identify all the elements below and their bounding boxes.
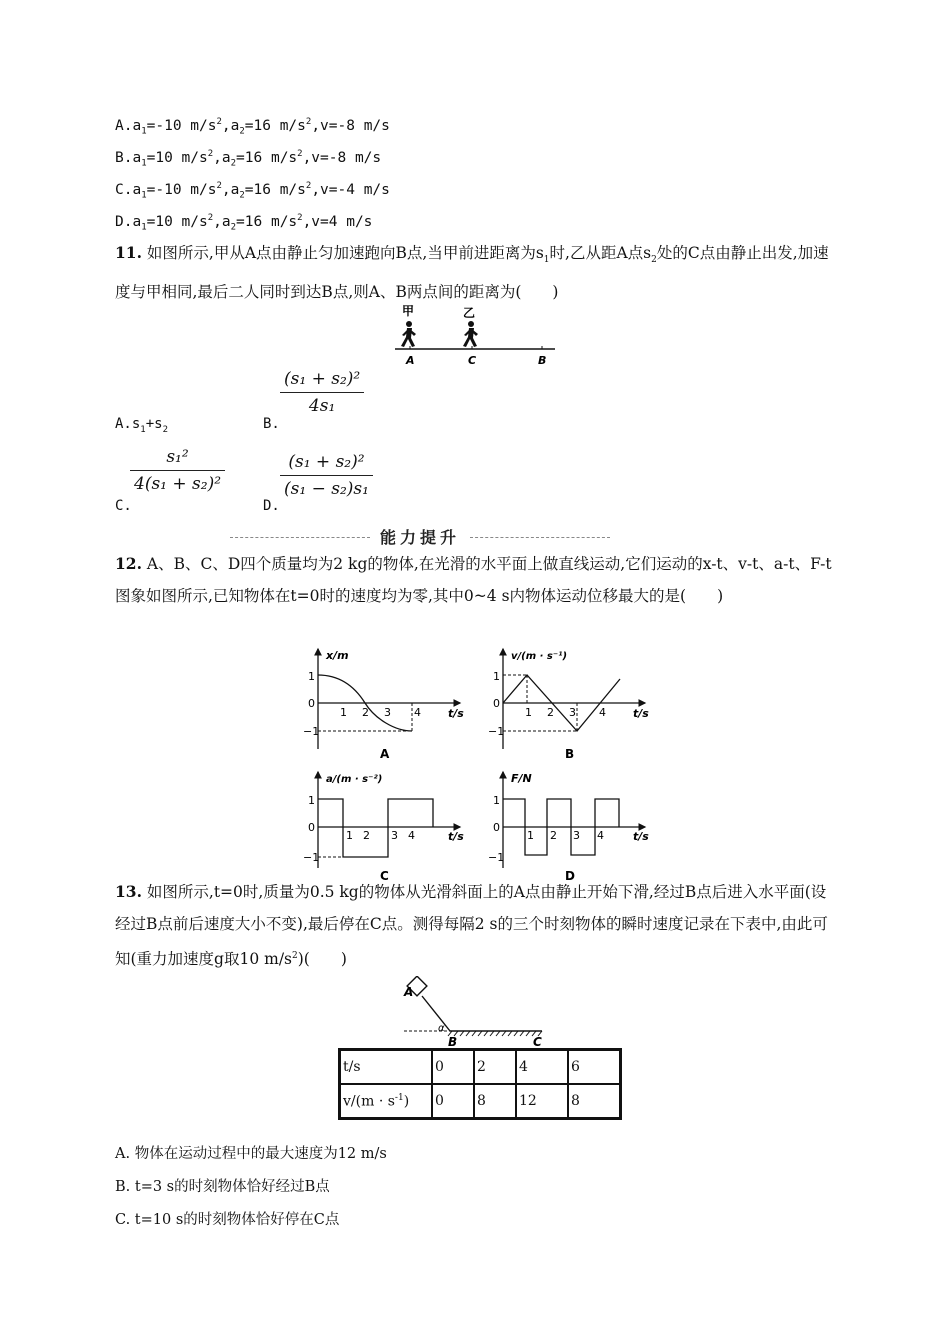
q13-option-c[interactable]: C. t=10 s的时刻物体恰好停在C点 <box>115 1212 340 1228</box>
q13-incline-figure <box>400 976 560 1050</box>
point-b: B <box>538 354 547 367</box>
q11-figure <box>390 302 565 374</box>
svg-text:B: B <box>565 747 575 761</box>
svg-text:0: 0 <box>308 821 315 834</box>
svg-text:0: 0 <box>493 697 500 710</box>
graph-d <box>485 768 655 886</box>
svg-text:A: A <box>380 747 390 761</box>
q12-stem: 12. A、B、C、D四个质量均为2 kg的物体,在光滑的水平面上做直线运动,它们运动的x-t、v-t、a-t、F-t图象如图所示,已知物体在t=0时的速度均为零,其中0~4 s内物体运动位移最大的是( ) <box>115 554 832 605</box>
svg-text:2: 2 <box>362 706 369 719</box>
svg-text:A: A <box>404 985 414 999</box>
svg-text:1: 1 <box>340 706 347 719</box>
q10-option-c[interactable]: $C.a_1=-10$ $m/s^2,a_2=16$ $m/s^2,v=-4$ m/s <box>115 181 390 201</box>
table-row: $v/(m \cdot s^{-1})$ 0 8 12 8 <box>340 1084 621 1119</box>
svg-text:1: 1 <box>527 829 534 842</box>
svg-text:α: α <box>438 1023 445 1034</box>
svg-text:C: C <box>380 869 389 883</box>
svg-text:−1: −1 <box>488 851 505 864</box>
svg-text:0: 0 <box>308 697 315 710</box>
svg-text:4: 4 <box>599 706 606 719</box>
svg-text:2: 2 <box>550 829 557 842</box>
label-jia: 甲 <box>402 304 415 318</box>
q11-option-b-letter[interactable]: B. <box>263 416 280 432</box>
svg-text:t/s: t/s <box>633 830 649 843</box>
svg-text:t/s: t/s <box>448 830 464 843</box>
svg-text:x/m: x/m <box>326 649 349 662</box>
svg-text:3: 3 <box>573 829 580 842</box>
svg-text:4: 4 <box>414 706 421 719</box>
svg-text:3: 3 <box>391 829 398 842</box>
svg-text:4: 4 <box>597 829 604 842</box>
svg-text:t/s: t/s <box>448 707 464 720</box>
q13-stem: 13. 如图所示,t=0时,质量为0.5 kg的物体从光滑斜面上的A点由静止开始下滑,经过B点后进入水平面(设经过B点前后速度大小不变),最后停在C点。测得每隔2 s的三个时刻物体的瞬时速度记录在下表中,由此可知(重力加速度g取10 $m/s^2$)( ) <box>115 882 828 969</box>
graph-c <box>300 768 470 886</box>
point-a: A <box>406 354 415 367</box>
svg-text:F/N: F/N <box>511 772 532 785</box>
graph-a <box>300 645 470 763</box>
q11-option-c-letter[interactable]: C. <box>115 498 132 514</box>
q13-option-b[interactable]: B. t=3 s的时刻物体恰好经过B点 <box>115 1179 330 1195</box>
svg-text:−1: −1 <box>488 725 505 738</box>
svg-text:−1: −1 <box>303 851 320 864</box>
svg-text:1: 1 <box>525 706 532 719</box>
q10-option-d[interactable]: $D.a_1=10$ $m/s^2,a_2=16$ $m/s^2,v=4$ m/s <box>115 213 373 233</box>
q11-option-b-fraction: (s₁ + s₂)² 4s₁ <box>280 369 364 416</box>
label-yi: 乙 <box>463 306 476 320</box>
velocity-table <box>338 1048 622 1120</box>
point-c: C <box>468 354 477 367</box>
q10-option-b[interactable]: $B.a_1=10$ $m/s^2,a_2=16$ $m/s^2,v=-8$ m/s <box>115 149 382 169</box>
q11-option-c-fraction: s₁² 4(s₁ + s₂)² <box>130 447 225 494</box>
svg-text:0: 0 <box>493 821 500 834</box>
svg-text:2: 2 <box>547 706 554 719</box>
svg-text:4: 4 <box>408 829 415 842</box>
svg-text:−1: −1 <box>303 725 320 738</box>
svg-text:1: 1 <box>493 670 500 683</box>
svg-text:1: 1 <box>308 794 315 807</box>
svg-text:v/(m · s⁻¹): v/(m · s⁻¹) <box>511 651 568 662</box>
q11-option-a[interactable]: $A.s_1+s_2$ <box>115 416 168 435</box>
svg-text:3: 3 <box>384 706 391 719</box>
svg-text:1: 1 <box>493 794 500 807</box>
graph-b <box>485 645 655 763</box>
q10-option-a[interactable]: $A.a_1=-10$ $m/s^2,a_2=16$ $m/s^2,v=-8$ m/s <box>115 117 390 137</box>
section-title: 能力提升 <box>379 528 460 547</box>
svg-text:C: C <box>533 1035 542 1049</box>
svg-text:a/(m · s⁻²): a/(m · s⁻²) <box>326 774 383 785</box>
svg-text:2: 2 <box>363 829 370 842</box>
svg-text:1: 1 <box>308 670 315 683</box>
q11-stem: 11. 如图所示,甲从A点由静止匀加速跑向B点,当甲前进距离为$s_1$时,乙从距A点$s_2$处的C点由静止出发,加速度与甲相同,最后二人同时到达B点,则A、B两点间的距离为( ) <box>115 243 829 302</box>
runner-yi-icon <box>463 321 478 347</box>
svg-text:B: B <box>448 1035 458 1049</box>
q13-option-a[interactable]: A. 物体在运动过程中的最大速度为12 m/s <box>115 1146 387 1162</box>
table-row: t/s 0 2 4 6 <box>340 1050 621 1085</box>
q11-option-d-fraction: (s₁ + s₂)² (s₁ − s₂)s₁ <box>280 452 373 499</box>
svg-text:1: 1 <box>346 829 353 842</box>
svg-text:3: 3 <box>569 706 576 719</box>
svg-text:t/s: t/s <box>633 707 649 720</box>
q11-option-d-letter[interactable]: D. <box>263 498 280 514</box>
svg-text:D: D <box>565 869 575 883</box>
runner-jia-icon <box>401 321 416 347</box>
